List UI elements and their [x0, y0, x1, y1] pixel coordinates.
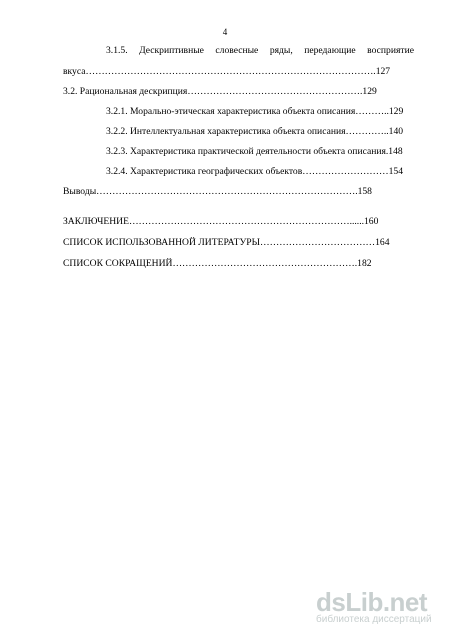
toc-entry-abbreviations[interactable]: СПИСОК СОКРАЩЕНИЙ………………………………………………….182 [63, 258, 372, 269]
toc-word: словесные [215, 45, 259, 56]
page-number: 4 [222, 27, 228, 37]
toc-word: ряды, [269, 45, 293, 56]
toc-entry-3-1-5-line-2[interactable]: вкуса……………………………………………………………………………….127 [63, 66, 391, 77]
toc-word: 3.1.5. [106, 45, 128, 56]
toc-entry-3-1-5-line-1[interactable] [106, 45, 414, 57]
toc-entry-3-2[interactable]: 3.2. Рациональная дескрипция……………………………………………….129 [63, 86, 377, 97]
watermark-logo: dsLib.net [316, 587, 428, 617]
toc-entry-conclusion[interactable]: ЗАКЛЮЧЕНИЕ……………………………………………………………......160 [63, 216, 379, 227]
toc-entry-conclusions[interactable]: Выводы……………………………………………………………………….158 [63, 186, 372, 197]
toc-entry-3-2-1[interactable]: 3.2.1. Морально-этическая характеристика объекта описания………..129 [106, 106, 404, 117]
toc-word: передающие [304, 45, 356, 56]
toc-entry-3-2-4[interactable]: 3.2.4. Характеристика географических объектов………………………154 [106, 166, 403, 177]
toc-word: восприятие [367, 45, 414, 56]
toc-word: Дескриптивные [139, 45, 204, 56]
watermark [316, 588, 436, 626]
toc-entry-references[interactable]: СПИСОК ИСПОЛЬЗОВАННОЙ ЛИТЕРАТУРЫ………………………………164 [63, 237, 390, 248]
toc-entry-3-2-2[interactable]: 3.2.2. Интеллектуальная характеристика объекта описания…………..140 [106, 126, 404, 137]
watermark-subtitle: библиотека диссертаций [316, 614, 432, 625]
toc-entry-3-2-3[interactable]: 3.2.3. Характеристика практической деятельности объекта описания.148 [106, 146, 403, 157]
